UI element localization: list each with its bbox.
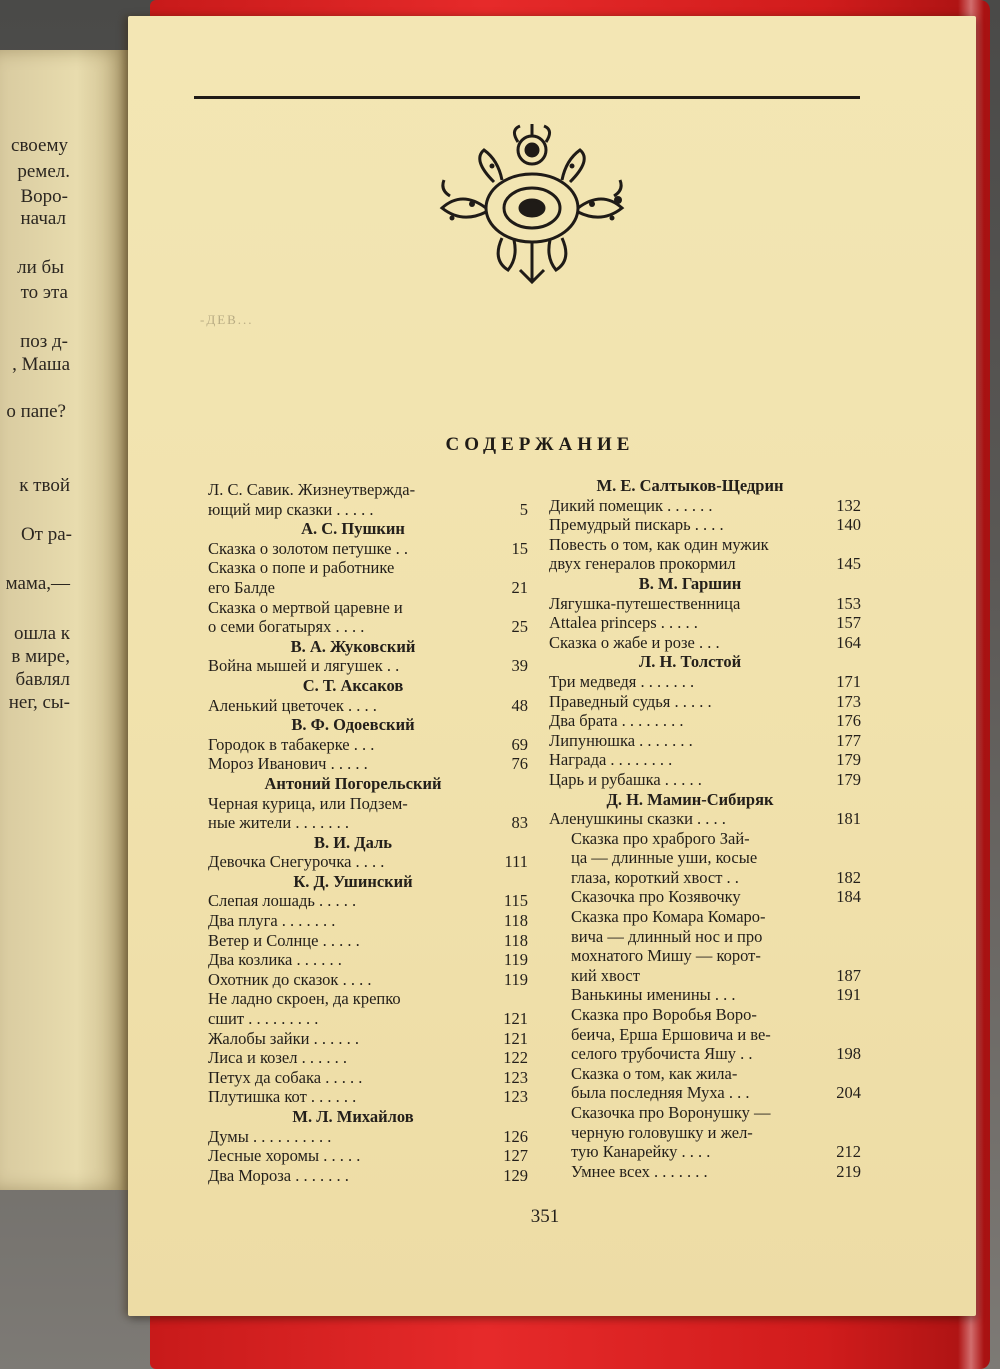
toc-entry-title: Петух да собака . . . . . (208, 1067, 363, 1087)
toc-entry[interactable] (549, 750, 861, 770)
left-page-fragment: ошла к (13, 623, 70, 644)
toc-author: Д. Н. Мамин-Сибиряк (606, 789, 774, 809)
toc-entry[interactable] (549, 985, 861, 1005)
toc-entry-title: беича, Ерша Ершовича и ве- (571, 1024, 771, 1044)
toc-entry-title: Два брата . . . . . . . . (549, 711, 684, 731)
toc-entry-title: Аленушкины сказки . . . . (549, 809, 726, 829)
toc-right-column (549, 476, 861, 1181)
left-page-fragment: поз д- (20, 331, 68, 352)
left-page-fragment: нег, сы- (8, 692, 70, 713)
toc-entry-title: его Балде (208, 577, 275, 597)
page-title: СОДЕРЖАНИЕ (445, 434, 635, 455)
toc-entry[interactable] (208, 794, 528, 833)
left-page-fragment: Воро- (20, 186, 68, 207)
toc-entry-title: Повесть о том, как один мужик (549, 534, 769, 554)
left-page-fragment: мама,— (5, 573, 70, 594)
toc-entry-title: тую Канарейку . . . . (571, 1142, 711, 1162)
floral-ornament-icon (432, 120, 632, 290)
toc-entry-title: Охотник до сказок . . . . (208, 969, 372, 989)
toc-entry-title: Думы . . . . . . . . . . (208, 1126, 332, 1146)
toc-entry[interactable] (208, 735, 528, 755)
toc-entry[interactable] (549, 711, 861, 731)
toc-entry-title: Аленький цветочек . . . . (208, 695, 377, 715)
toc-entry-page: 204 (836, 1083, 861, 1103)
toc-entry-page: 119 (503, 969, 528, 989)
toc-entry[interactable] (549, 731, 861, 751)
toc-entry-page: 129 (503, 1165, 528, 1185)
left-page-fragment: ремел. (17, 161, 70, 182)
toc-entry[interactable] (549, 633, 861, 653)
toc-entry-title: Жалобы зайки . . . . . . (208, 1028, 359, 1048)
toc-entry-title: Три медведя . . . . . . . (549, 671, 695, 691)
toc-entry-title: селого трубочиста Яшу . . (571, 1044, 753, 1064)
toc-entry-page: 187 (836, 965, 861, 985)
toc-author: А. С. Пушкин (301, 519, 405, 539)
left-page (0, 50, 128, 1190)
toc-entry[interactable] (549, 613, 861, 633)
toc-author: В. А. Жуковский (290, 636, 416, 656)
toc-entry-title: Сказка о попе и работнике (208, 558, 395, 578)
toc-author: М. Е. Салтыков-Щедрин (596, 476, 784, 495)
toc-entry-title: Царь и рубашка . . . . . (549, 769, 702, 789)
toc-entry[interactable] (208, 539, 528, 559)
page-number: 351 (530, 1206, 560, 1227)
toc-entry-title: Сказочка про Воронушку — (571, 1103, 771, 1122)
toc-entry-title: ющий мир сказки . . . . . (208, 499, 374, 519)
toc-entry-title: ные жители . . . . . . . (208, 813, 349, 833)
toc-entry-title: Два плуга . . . . . . . (208, 911, 336, 931)
toc-entry-page: 219 (836, 1161, 861, 1181)
toc-entry-title: Не ладно скроен, да крепко (208, 989, 401, 1009)
toc-entry[interactable] (208, 656, 528, 676)
toc-entry[interactable] (208, 558, 528, 597)
toc-entry-title: Праведный судья . . . . . (549, 691, 712, 711)
toc-entry-title: Сказка про Комара Комаро- (571, 907, 766, 927)
toc-entry-page: 145 (836, 554, 861, 574)
toc-entry-title: Дикий помещик . . . . . . (549, 495, 713, 515)
toc-author: М. Л. Михайлов (292, 1107, 414, 1126)
toc-entry-title: Лиса и козел . . . . . . (208, 1048, 347, 1068)
toc-entry-page: 25 (511, 617, 528, 637)
toc-entry[interactable] (549, 1064, 861, 1103)
toc-entry[interactable] (549, 907, 861, 985)
toc-entry-title: сшит . . . . . . . . . (208, 1009, 319, 1029)
toc-entry[interactable] (208, 1087, 528, 1107)
toc-entry-title: вича — длинный нос и про (571, 926, 763, 946)
toc-entry[interactable] (208, 598, 528, 637)
toc-entry-page: 76 (511, 754, 528, 774)
toc-entry-page: 15 (511, 538, 528, 558)
toc-entry-page: 212 (836, 1142, 861, 1162)
toc-entry-page: 69 (511, 734, 528, 754)
toc-author: Антоний Погорельский (264, 773, 442, 793)
toc-entry[interactable] (208, 970, 528, 990)
toc-left-column (208, 480, 528, 1185)
toc-author: К. Д. Ушинский (293, 871, 413, 891)
toc-entry-title: Сказка о золотом петушке . . (208, 538, 408, 558)
bleed-through-text: -ДЕВ... (200, 312, 254, 327)
toc-entry-title: Плутишка кот . . . . . . (208, 1087, 357, 1107)
toc-entry-page: 83 (511, 813, 528, 833)
toc-author: В. М. Гаршин (638, 573, 742, 593)
toc-author: В. И. Даль (313, 832, 393, 852)
toc-entry-page: 182 (836, 867, 861, 887)
left-page-fragment: к твой (19, 475, 70, 496)
toc-entry[interactable] (208, 950, 528, 970)
toc-entry-title: Лягушка-путешественница (549, 593, 741, 613)
toc-entry-title: черную головушку и жел- (571, 1122, 753, 1142)
toc-entry-page: 5 (519, 499, 528, 519)
toc-author: В. Ф. Одоевский (291, 715, 415, 735)
left-page-fragment: в мире, (11, 646, 70, 667)
toc-entry[interactable] (208, 852, 528, 872)
toc-author: Л. Н. Толстой (638, 652, 742, 672)
toc-entry-title: Два Мороза . . . . . . . (208, 1165, 349, 1185)
left-page-fragment: своему (11, 135, 68, 156)
toc-entry[interactable] (549, 1162, 861, 1182)
toc-entry-title: Сказка о жабе и розе . . . (549, 632, 720, 652)
toc-entry-title: Липунюшка . . . . . . . (549, 730, 693, 750)
toc-entry-title: Сказочка про Козявочку (571, 887, 741, 907)
left-page-fragment: От ра- (20, 524, 72, 545)
toc-entry[interactable] (208, 1029, 528, 1049)
toc-entry[interactable] (549, 829, 861, 888)
toc-entry-page: 153 (836, 593, 861, 613)
toc-entry-page: 123 (503, 1067, 528, 1087)
toc-entry-title: Сказка про храброго Зай- (571, 828, 750, 848)
top-rule (194, 96, 860, 99)
toc-entry-title: ца — длинные уши, косые (571, 848, 758, 868)
toc-entry-title: Л. С. Савик. Жизнеутвержда- (208, 480, 416, 499)
toc-author: С. Т. Аксаков (302, 675, 404, 695)
toc-entry-title: Ветер и Солнце . . . . . (208, 930, 360, 950)
toc-entry-title: Война мышей и лягушек . . (208, 656, 400, 676)
toc-entry[interactable] (549, 692, 861, 712)
toc-entry-page: 171 (836, 671, 861, 691)
toc-entry-page: 48 (511, 695, 528, 715)
toc-entry-title: Награда . . . . . . . . (549, 750, 673, 770)
toc-entry[interactable] (208, 891, 528, 911)
toc-entry-page: 140 (836, 515, 861, 535)
toc-entry-title: о семи богатырях . . . . (208, 617, 365, 637)
toc-entry[interactable] (208, 696, 528, 716)
toc-entry-page: 122 (503, 1048, 528, 1068)
left-page-fragment: о папе? (6, 401, 66, 422)
toc-entry-page: 126 (503, 1126, 528, 1146)
toc-entry-page: 121 (503, 1009, 528, 1029)
toc-entry[interactable] (549, 594, 861, 614)
toc-entry[interactable] (549, 809, 861, 829)
toc-entry-page: 179 (836, 769, 861, 789)
left-page-fragment: ли бы (17, 257, 64, 278)
toc-entry[interactable] (549, 1005, 861, 1064)
toc-entry-title: Городок в табакерке . . . (208, 734, 375, 754)
toc-entry-page: 132 (836, 495, 861, 515)
toc-entry-title: глаза, короткий хвост . . (571, 867, 739, 887)
toc-entry-title: двух генералов прокормил (549, 554, 736, 574)
toc-entry[interactable] (549, 515, 861, 535)
left-page-fragment: то эта (20, 282, 68, 303)
toc-entry[interactable] (208, 1127, 528, 1147)
toc-entry[interactable] (208, 754, 528, 774)
left-page-fragment: , Маша (12, 354, 70, 375)
toc-entry-page: 123 (503, 1087, 528, 1107)
toc-entry-title: кий хвост (571, 965, 640, 985)
toc-entry-page: 177 (836, 730, 861, 750)
toc-entry-page: 164 (836, 632, 861, 652)
toc-entry-title: Сказка про Воробья Воро- (571, 1005, 757, 1025)
toc-entry-page: 119 (503, 950, 528, 970)
toc-entry-page: 179 (836, 750, 861, 770)
toc-entry-page: 115 (503, 891, 528, 911)
toc-entry[interactable] (208, 480, 528, 519)
toc-entry-page: 111 (504, 852, 528, 872)
toc-entry[interactable] (549, 496, 861, 516)
toc-entry[interactable] (208, 989, 528, 1028)
toc-entry[interactable] (549, 672, 861, 692)
toc-entry[interactable] (549, 887, 861, 907)
toc-entry-page: 127 (503, 1146, 528, 1166)
toc-entry[interactable] (549, 535, 861, 574)
toc-entry-page: 121 (503, 1028, 528, 1048)
toc-entry-page: 176 (836, 711, 861, 731)
toc-entry-page: 191 (836, 985, 861, 1005)
toc-entry-page: 198 (836, 1044, 861, 1064)
toc-entry-page: 181 (836, 809, 861, 829)
toc-entry[interactable] (208, 1146, 528, 1166)
toc-entry-page: 21 (511, 577, 528, 597)
toc-entry-title: Премудрый пискарь . . . . (549, 515, 724, 535)
toc-entry-title: Два козлика . . . . . . (208, 950, 342, 970)
toc-entry-title: Умнее всех . . . . . . . (571, 1161, 708, 1181)
toc-entry[interactable] (208, 931, 528, 951)
toc-entry-title: Сказка о том, как жила- (571, 1063, 738, 1083)
toc-entry[interactable] (208, 1166, 528, 1186)
toc-entry[interactable] (208, 1048, 528, 1068)
toc-entry-page: 173 (836, 691, 861, 711)
toc-entry-page: 118 (503, 930, 528, 950)
toc-entry-title: мохнатого Мишу — корот- (571, 946, 761, 966)
toc-entry[interactable] (549, 1103, 861, 1162)
toc-entry[interactable] (208, 1068, 528, 1088)
left-page-fragment: начал (20, 208, 66, 229)
left-page-fragment: бавлял (15, 669, 70, 690)
toc-entry-title: Слепая лошадь . . . . . (208, 891, 357, 911)
toc-entry-title: Лесные хоромы . . . . . (208, 1146, 361, 1166)
toc-entry[interactable] (549, 770, 861, 790)
toc-entry-title: Мороз Иванович . . . . . (208, 754, 368, 774)
toc-entry-title: Сказка о мертвой царевне и (208, 597, 403, 617)
toc-entry-page: 157 (836, 613, 861, 633)
toc-entry-title: Attalea princeps . . . . . (549, 613, 698, 633)
toc-entry[interactable] (208, 911, 528, 931)
toc-entry-title: была последняя Муха . . . (571, 1083, 750, 1103)
toc-entry-title: Ванькины именины . . . (571, 985, 736, 1005)
toc-entry-page: 39 (511, 656, 528, 676)
toc-entry-title: Черная курица, или Подзем- (208, 793, 408, 813)
toc-entry-page: 118 (503, 911, 528, 931)
toc-entry-page: 184 (836, 887, 861, 907)
toc-entry-title: Девочка Снегурочка . . . . (208, 852, 385, 872)
